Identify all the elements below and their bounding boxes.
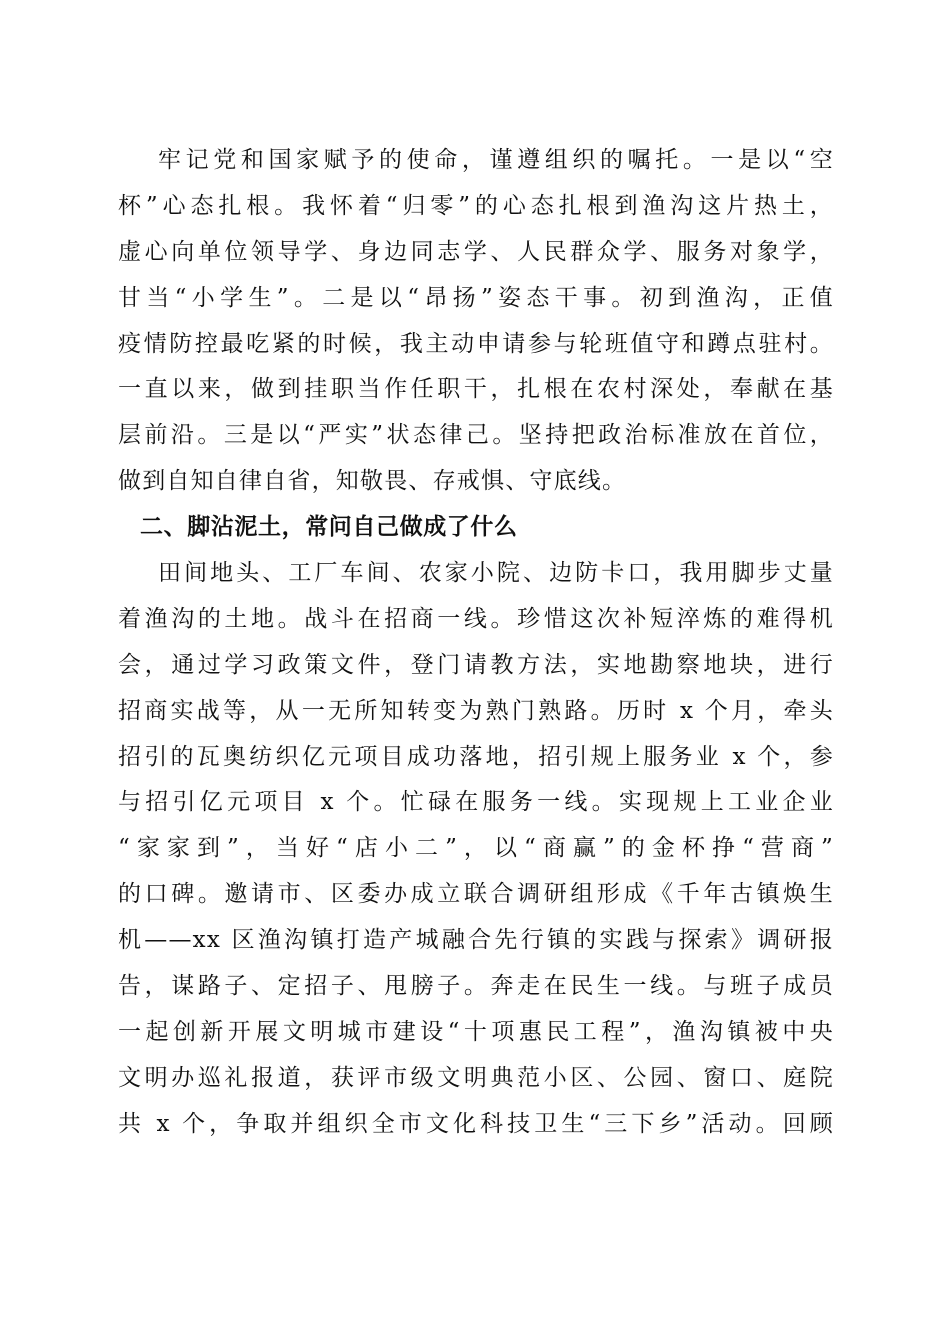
paragraph-2-line-5: 招引的瓦奥纺织亿元项目成功落地，招引规上服务业 x 个，参 — [118, 743, 834, 770]
section-heading-2: 二、脚沾泥土，常问自己做成了什么 — [140, 514, 518, 541]
paragraph-1-line-7: 层前沿。三是以“严实”状态律己。坚持把政治标准放在首位， — [118, 422, 834, 449]
document-body — [118, 138, 834, 1148]
paragraph-1-line-5: 疫情防控最吃紧的时候，我主动申请参与轮班值守和蹲点驻村。 — [118, 330, 834, 357]
paragraph-2-line-11: 一起创新开展文明城市建设“十项惠民工程”，渔沟镇被中央 — [118, 1018, 834, 1045]
paragraph-2-line-9: 机——xx 区渔沟镇打造产城融合先行镇的实践与探索》调研报 — [118, 927, 834, 954]
paragraph-1-line-8: 做到自知自律自省，知敬畏、存戒惧、守底线。 — [118, 468, 627, 495]
paragraph-2-line-10: 告，谋路子、定招子、甩膀子。奔走在民生一线。与班子成员 — [118, 973, 834, 1000]
paragraph-2-line-13: 共 x 个，争取并组织全市文化科技卫生“三下乡”活动。回顾 — [118, 1110, 834, 1137]
paragraph-2-line-12: 文明办巡礼报道，获评市级文明典范小区、公园、窗口、庭院 — [118, 1064, 834, 1091]
paragraph-1-line-2: 杯”心态扎根。我怀着“归零”的心态扎根到渔沟这片热土， — [118, 192, 834, 219]
paragraph-2-line-4: 招商实战等，从一无所知转变为熟门熟路。历时 x 个月，牵头 — [118, 697, 834, 724]
paragraph-2-line-6: 与招引亿元项目 x 个。忙碌在服务一线。实现规上工业企业 — [118, 789, 834, 816]
paragraph-2-line-8: 的口碑。邀请市、区委办成立联合调研组形成《千年古镇焕生 — [118, 881, 834, 908]
paragraph-2-line-3: 会，通过学习政策文件，登门请教方法，实地勘察地块，进行 — [118, 651, 834, 678]
paragraph-2-line-2: 着渔沟的土地。战斗在招商一线。珍惜这次补短淬炼的难得机 — [118, 605, 834, 632]
paragraph-1-line-6: 一直以来，做到挂职当作任职干，扎根在农村深处，奉献在基 — [118, 376, 834, 403]
paragraph-2-line-7: “家家到”，当好“店小二”，以“商赢”的金杯挣“营商” — [118, 835, 834, 862]
paragraph-1-line-1: 牢记党和国家赋予的使命，谨遵组织的嘱托。一是以“空 — [158, 147, 834, 173]
paragraph-2-line-1: 田间地头、工厂车间、农家小院、边防卡口，我用脚步丈量 — [158, 560, 834, 587]
paragraph-1-line-3: 虚心向单位领导学、身边同志学、人民群众学、服务对象学， — [118, 238, 834, 265]
paragraph-1-line-4: 甘当“小学生”。二是以“昂扬”姿态干事。初到渔沟，正值 — [118, 284, 834, 311]
